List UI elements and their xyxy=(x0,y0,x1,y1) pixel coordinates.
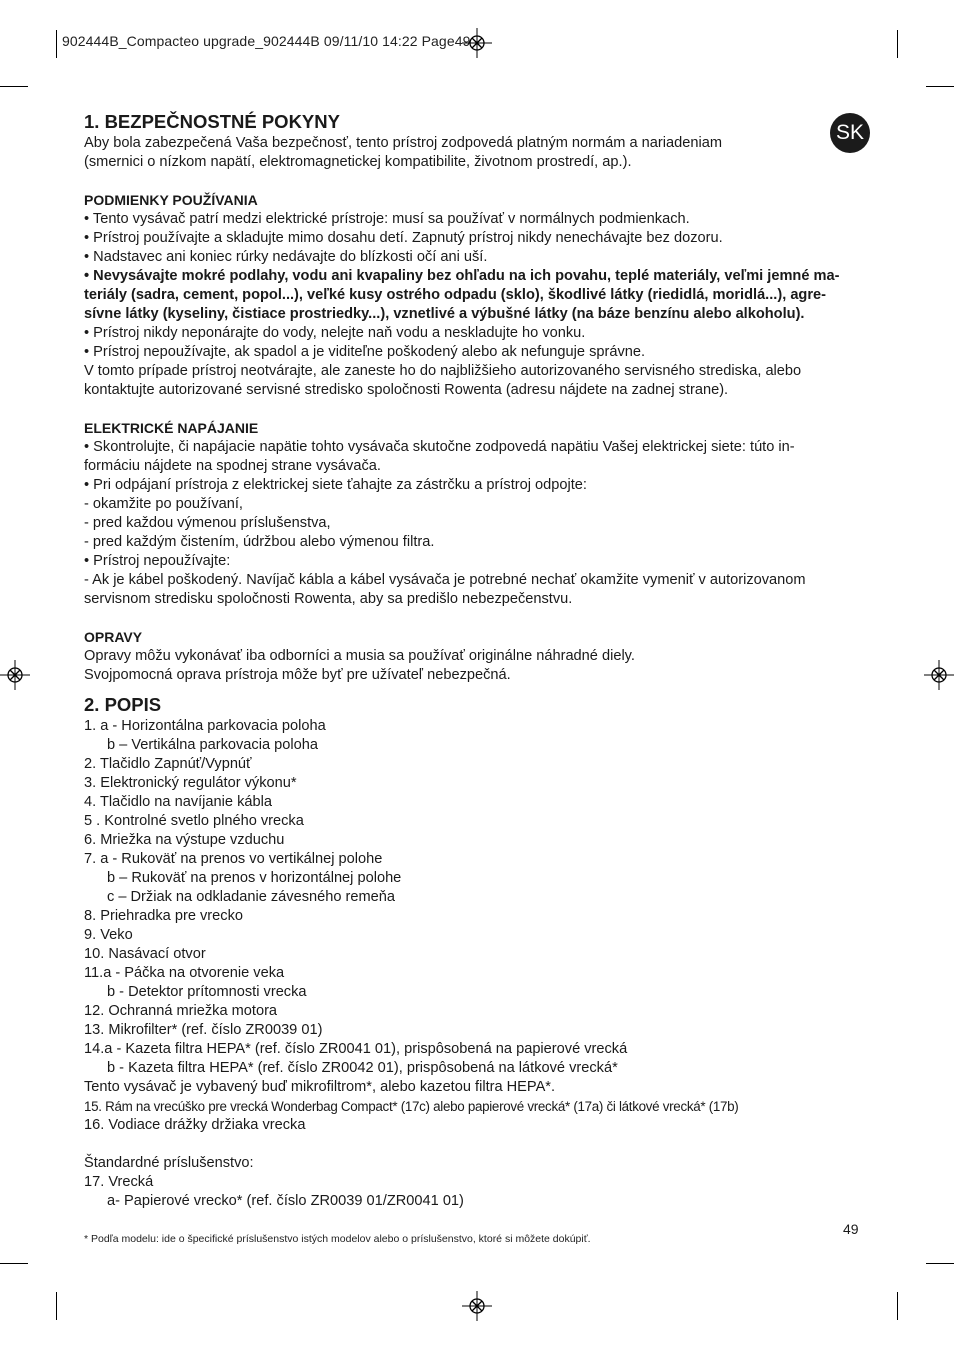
text-line: • Tento vysávač patrí medzi elektrické prístroje: musí sa používať v normálnych podmienkach. xyxy=(84,211,690,227)
text-line: - Ak je kábel poškodený. Navíjač kábla a kábel vysávača je potrebné nechať okamžite vymeniť v autorizovanom xyxy=(84,572,806,588)
crop-mark xyxy=(897,1292,898,1320)
list-item: 10. Nasávací otvor xyxy=(84,946,206,962)
list-item: 5 . Kontrolné svetlo plného vrecka xyxy=(84,813,304,829)
list-item: c – Držiak na odkladanie závesného remeňa xyxy=(107,889,395,905)
crop-mark xyxy=(926,1263,954,1264)
list-item: 15. Rám na vrecúško pre vrecká Wonderbag Compact* (17c) alebo papierové vrecká* (17a) či látkové vrecká* (17b) xyxy=(84,1099,739,1114)
list-item: 4. Tlačidlo na navíjanie kábla xyxy=(84,794,272,810)
list-item: 8. Priehradka pre vrecko xyxy=(84,908,243,924)
crop-mark xyxy=(926,86,954,87)
text-line: servisnom stredisku spoločnosti Rowenta, aby sa predišlo nebezpečenstvu. xyxy=(84,591,573,607)
page-content xyxy=(84,110,874,1211)
crop-mark xyxy=(0,1263,28,1264)
safety-intro xyxy=(84,134,874,172)
registration-mark-icon xyxy=(0,660,30,690)
text-line: Svojpomocná oprava prístroja môže byť pre užívateľ nebezpečná. xyxy=(84,667,511,683)
text-line: • Prístroj nikdy neponárajte do vody, nelejte naň vodu a neskladujte ho vonku. xyxy=(84,325,586,341)
text-line: (smernici o nízkom napätí, elektromagnetickej kompatibilite, životnom prostredí, ap.). xyxy=(84,154,632,170)
warning-line: • Nevysávajte mokré podlahy, vodu ani kvapaliny bez ohľadu na ich povahu, teplé materiály, veľmi jemné ma- xyxy=(84,268,840,284)
text-line: Aby bola zabezpečená Vaša bezpečnosť, tento prístroj zodpovedá platným normám a nariadeniam xyxy=(84,135,722,151)
text-line: • Nadstavec ani koniec rúrky nedávajte do blízkosti očí ani uší. xyxy=(84,249,488,265)
subsection-title-repairs: OPRAVY xyxy=(84,629,143,645)
crop-mark xyxy=(56,30,57,58)
list-item: 17. Vrecká xyxy=(84,1174,154,1190)
conditions-text xyxy=(84,210,874,400)
warning-line: sívne látky (kyseliny, čistiace prostriedky...), vznetlivé a výbušné látky (na báze benzínu alebo alkoholu). xyxy=(84,306,805,322)
text-line: V tomto prípade prístroj neotvárajte, ale zaneste ho do najbližšieho autorizovaného servisného strediska, alebo xyxy=(84,363,802,379)
list-item: b – Vertikálna parkovacia poloha xyxy=(107,737,318,753)
list-item: b - Detektor prítomnosti vrecka xyxy=(107,984,307,1000)
list-item: 2. Tlačidlo Zapnúť/Vypnúť xyxy=(84,756,252,772)
registration-mark-icon xyxy=(924,660,954,690)
registration-mark-icon xyxy=(462,28,492,58)
list-item: 7. a - Rukoväť na prenos vo vertikálnej polohe xyxy=(84,851,383,867)
parts-list xyxy=(84,717,874,1135)
repairs-text xyxy=(84,647,874,685)
text-line: - okamžite po používaní, xyxy=(84,496,243,512)
list-item: 13. Mikrofilter* (ref. číslo ZR0039 01) xyxy=(84,1022,323,1038)
crop-mark xyxy=(56,1292,57,1320)
section-title-description: 2. POPIS xyxy=(84,694,162,715)
crop-mark xyxy=(897,30,898,58)
text-line: formáciu nájdete na spodnej strane vysávača. xyxy=(84,458,381,474)
accessories-list xyxy=(84,1173,874,1211)
print-header: 902444B_Compacteo upgrade_902444B 09/11/10 14:22 Page49 xyxy=(62,33,471,49)
text-line: • Prístroj používajte a skladujte mimo dosahu detí. Zapnutý prístroj nikdy nenechávajte bez dozoru. xyxy=(84,230,723,246)
list-item: 11.a - Páčka na otvorenie veka xyxy=(84,965,285,981)
language-badge: SK xyxy=(830,113,870,153)
electrical-text xyxy=(84,438,874,609)
accessories-title: Štandardné príslušenstvo: xyxy=(84,1155,254,1171)
warning-line: teriály (sadra, cement, popol...), veľké kusy ostrého odpadu (sklo), škodlivé látky (riedidlá, moridlá...), agre- xyxy=(84,287,827,303)
page-number: 49 xyxy=(843,1221,859,1237)
text-line: - pred každým čistením, údržbou alebo výmenou filtra. xyxy=(84,534,435,550)
text-line: - pred každou výmenou príslušenstva, xyxy=(84,515,331,531)
text-line: kontaktujte autorizované servisné stredisko spoločnosti Rowenta (adresu nájdete na zadnej strane). xyxy=(84,382,729,398)
list-item: 12. Ochranná mriežka motora xyxy=(84,1003,278,1019)
list-item: 16. Vodiace drážky držiaka vrecka xyxy=(84,1117,306,1133)
footnote: * Podľa modelu: ide o špecifické príslušenstvo istých modelov alebo o príslušenstvo, ktoré si môžete dokúpiť. xyxy=(84,1233,591,1245)
list-item: b – Rukoväť na prenos v horizontálnej polohe xyxy=(107,870,402,886)
text-line: Opravy môžu vykonávať iba odborníci a musia sa používať originálne náhradné diely. xyxy=(84,648,635,664)
list-item: a- Papierové vrecko* (ref. číslo ZR0039 01/ZR0041 01) xyxy=(107,1193,464,1209)
list-item: 9. Veko xyxy=(84,927,133,943)
crop-mark xyxy=(0,86,28,87)
subsection-title-electrical: ELEKTRICKÉ NAPÁJANIE xyxy=(84,420,259,436)
list-item: 1. a - Horizontálna parkovacia poloha xyxy=(84,718,326,734)
list-item: 14.a - Kazeta filtra HEPA* (ref. číslo ZR0041 01), prispôsobená na papierové vrecká xyxy=(84,1041,628,1057)
list-item: 3. Elektronický regulátor výkonu* xyxy=(84,775,297,791)
list-item: Tento vysávač je vybavený buď mikrofiltrom*, alebo kazetou filtra HEPA*. xyxy=(84,1079,556,1095)
text-line: • Prístroj nepoužívajte: xyxy=(84,553,231,569)
registration-mark-icon xyxy=(462,1291,492,1321)
list-item: 6. Mriežka na výstupe vzduchu xyxy=(84,832,285,848)
text-line: • Skontrolujte, či napájacie napätie tohto vysávača skutočne zodpovedá napätiu Vašej elektrickej siete: túto in- xyxy=(84,439,795,455)
text-line: • Pri odpájaní prístroja z elektrickej siete ťahajte za zástrčku a prístroj odpojte: xyxy=(84,477,587,493)
subsection-title-conditions: PODMIENKY POUŽÍVANIA xyxy=(84,192,258,208)
text-line: • Prístroj nepoužívajte, ak spadol a je viditeľne poškodený alebo ak nefunguje správne. xyxy=(84,344,646,360)
section-title-safety: 1. BEZPEČNOSTNÉ POKYNY xyxy=(84,111,340,132)
list-item: b - Kazeta filtra HEPA* (ref. číslo ZR0042 01), prispôsobená na látkové vrecká* xyxy=(107,1060,618,1076)
